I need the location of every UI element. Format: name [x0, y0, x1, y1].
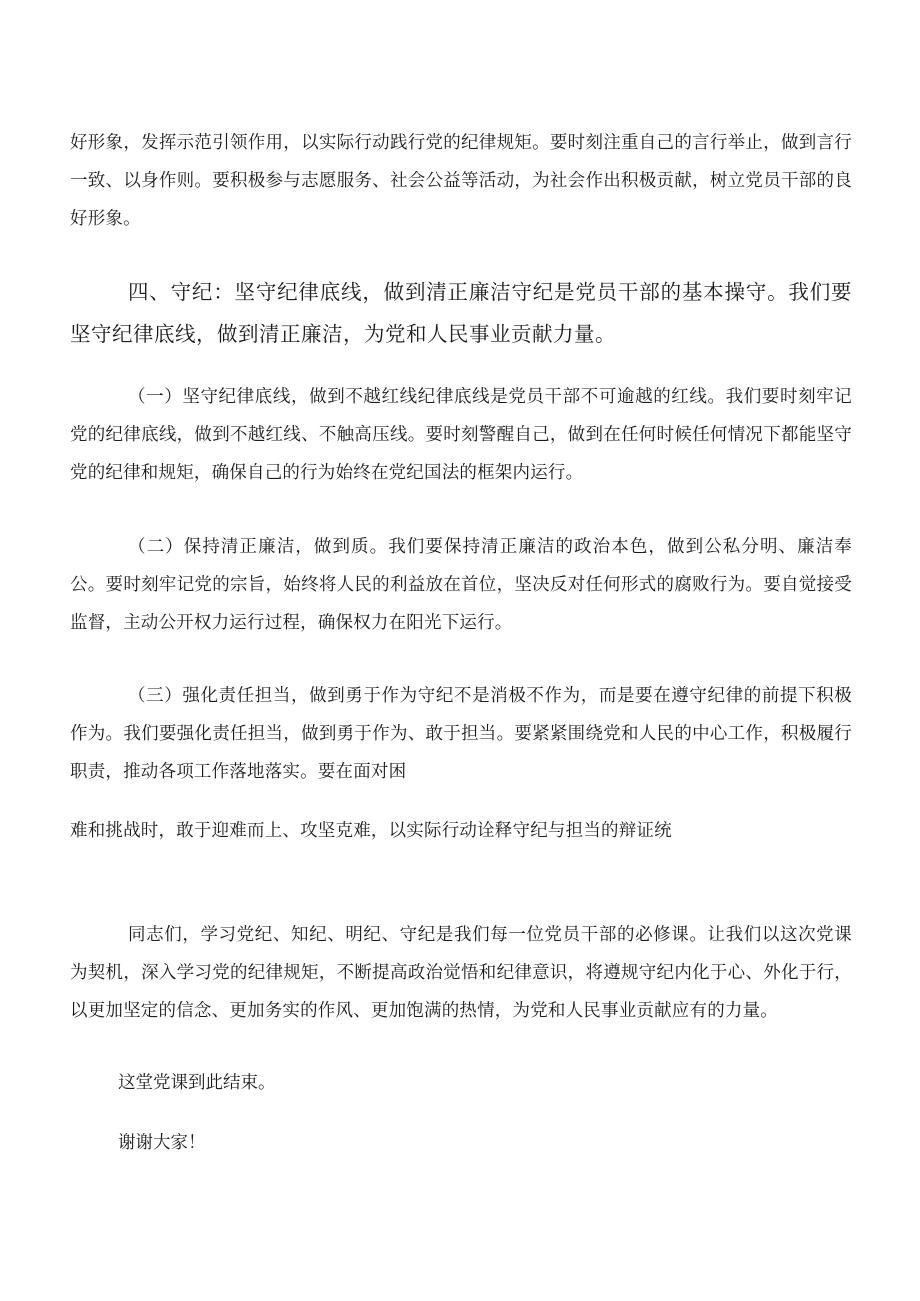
closing-line: 这堂党课到此结束。: [118, 1073, 276, 1093]
subsection-responsibility: （三）强化责任担当，做到勇于作为守纪不是消极不作为，而是要在遵守纪律的前提下积极作为。我们要强化责任担当，做到勇于作为、敢于担当。要紧紧围绕党和人民的中心工作，积极履行职责，推动各项工作落地落实。要在面对困: [70, 686, 852, 782]
section-heading-discipline: 四、守纪：坚守纪律底线，做到清正廉洁守纪是党员干部的基本操守。我们要坚守纪律底线，做到清正廉洁，为党和人民事业贡献力量。: [70, 280, 852, 346]
thanks-line: 谢谢大家！: [118, 1133, 206, 1153]
subsection-responsibility-continued: 难和挑战时，敢于迎难而上、攻坚克难，以实际行动诠释守纪与担当的辩证统: [70, 821, 672, 841]
paragraph-image-building: 好形象，发挥示范引领作用，以实际行动践行党的纪律规矩。要时刻注重自己的言行举止，做到言行一致、以身作则。要积极参与志愿服务、社会公益等活动，为社会作出积极贡献，树立党员干部的良好形象。: [70, 133, 852, 229]
subsection-integrity: （二）保持清正廉洁，做到质。我们要保持清正廉洁的政治本色，做到公私分明、廉洁奉公。要时刻牢记党的宗旨，始终将人民的利益放在首位，坚决反对任何形式的腐败行为。要自觉接受监督，主动公开权力运行过程，确保权力在阳光下运行。: [70, 537, 852, 633]
conclusion-paragraph: 同志们，学习党纪、知纪、明纪、守纪是我们每一位党员干部的必修课。让我们以这次党课为契机，深入学习党的纪律规矩，不断提高政治觉悟和纪律意识，将遵规守纪内化于心、外化于行，以更加坚定的信念、更加务实的作风、更加饱满的热情，为党和人民事业贡献应有的力量。: [70, 925, 852, 1021]
subsection-bottom-line: （一）坚守纪律底线，做到不越红线纪律底线是党员干部不可逾越的红线。我们要时刻牢记党的纪律底线，做到不越红线、不触高压线。要时刻警醒自己，做到在任何时候任何情况下都能坚守党的纪律和规矩，确保自己的行为始终在党纪国法的框架内运行。: [70, 387, 852, 483]
